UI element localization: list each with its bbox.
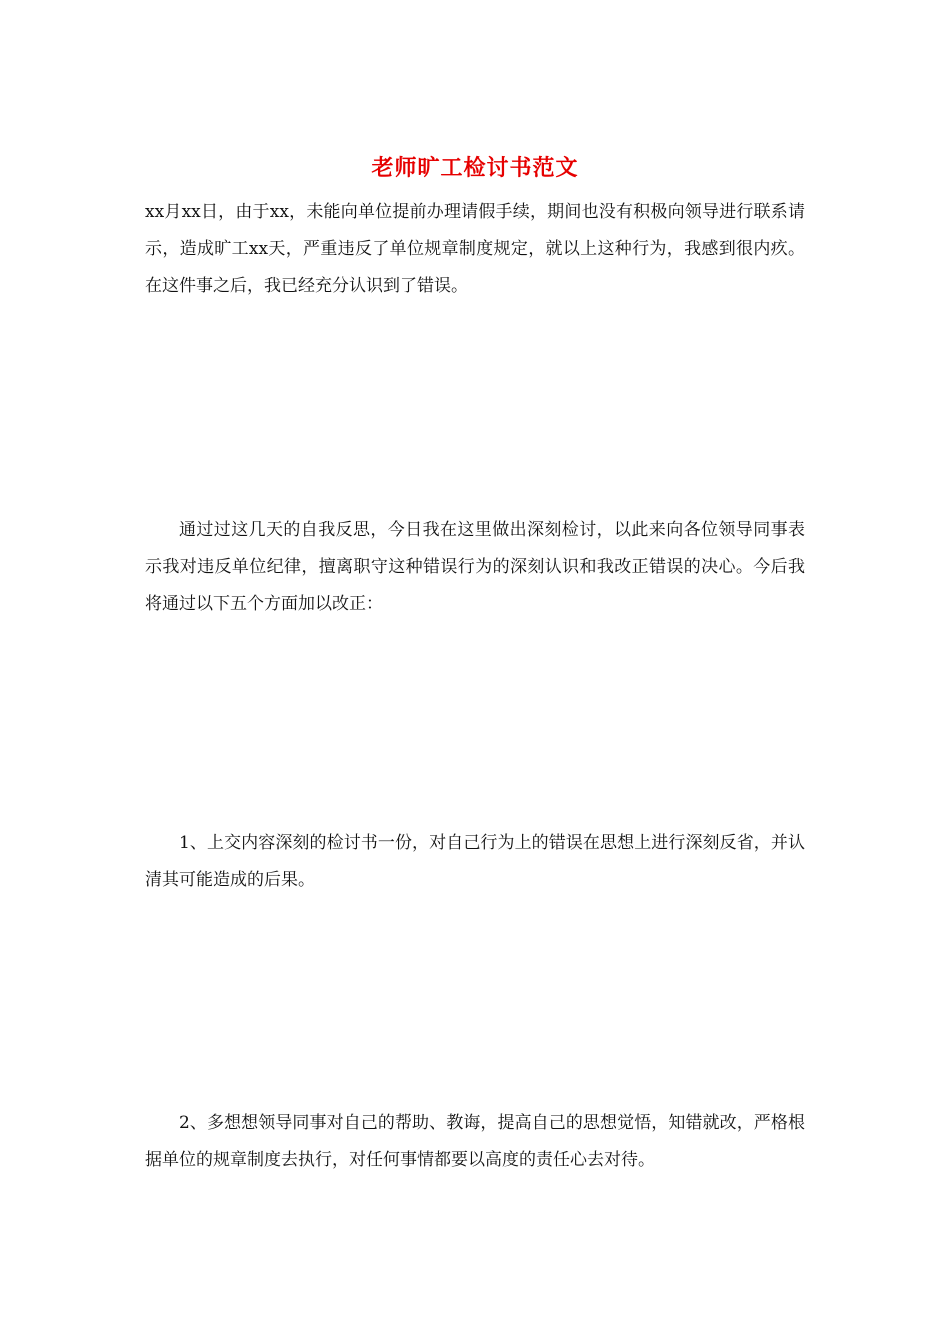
- paragraph-reflection: 通过过这几天的自我反思，今日我在这里做出深刻检讨，以此来向各位领导同事表示我对违反单位纪律，擅离职守这种错误行为的深刻认识和我改正错误的决心。今后我将通过以下五个方面加以改正：: [145, 520, 805, 614]
- paragraph-incident: xx月xx日，由于xx，未能向单位提前办理请假手续，期间也没有积极向领导进行联系请示，造成旷工xx天，严重违反了单位规章制度规定，就以上这种行为，我感到很内疚。在这件事之后，我已经充分认识到了错误。: [145, 202, 805, 296]
- paragraph-item-2: 2、多想想领导同事对自己的帮助、教诲，提高自己的思想觉悟，知错就改，严格根据单位的规章制度去执行，对任何事情都要以高度的责任心去对待。: [145, 1113, 805, 1170]
- paragraph-item-1: 1、上交内容深刻的检讨书一份，对自己行为上的错误在思想上进行深刻反省，并认清其可能造成的后果。: [145, 833, 805, 890]
- document-title: 老师旷工检讨书范文: [371, 155, 579, 181]
